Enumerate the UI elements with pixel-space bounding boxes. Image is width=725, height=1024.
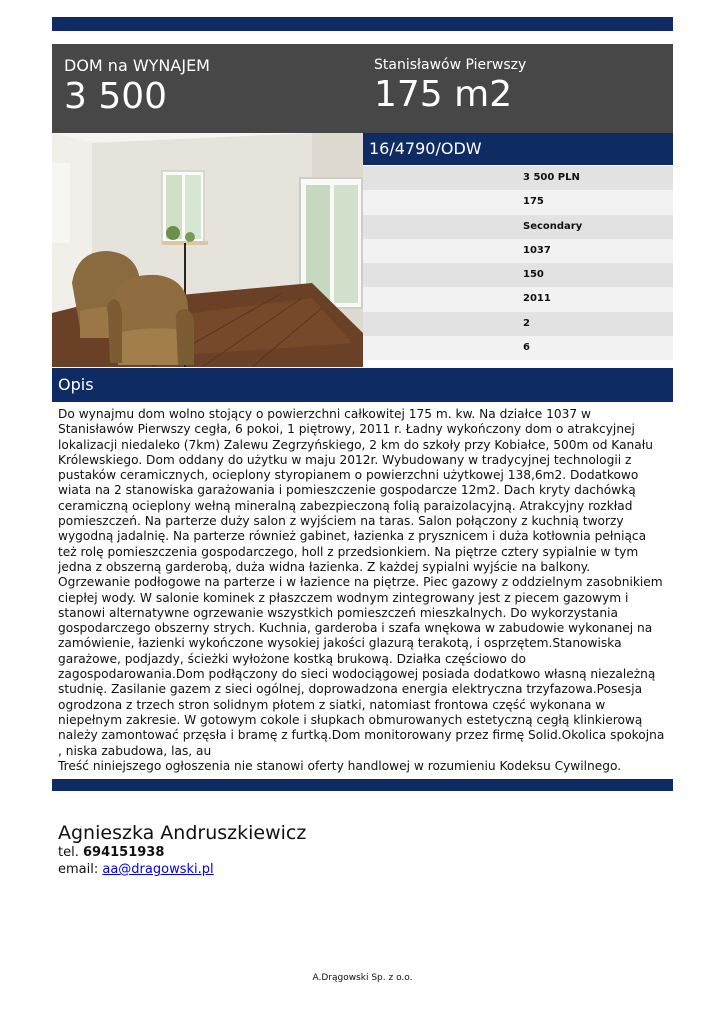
detail-plot-area: 1037	[363, 239, 673, 263]
agent-contact	[58, 822, 306, 878]
detail-price: 3 500 PLN	[363, 166, 673, 190]
agent-phone: 694151938	[82, 845, 165, 860]
listing-type: DOM na WYNAJEM	[64, 56, 210, 75]
detail-rooms: 6	[363, 336, 673, 360]
listing-location: Stanisławów Pierwszy	[374, 57, 527, 73]
details-table	[363, 166, 673, 360]
bottom-accent-bar	[52, 779, 673, 791]
detail-year-built: 2011	[363, 287, 673, 311]
footer-company: A.Drągowski Sp. z o.o.	[312, 973, 413, 983]
agent-phone-line	[58, 844, 306, 861]
agent-name: Agnieszka Andruszkiewicz	[58, 822, 307, 844]
description-text: Do wynajmu dom wolno stojący o powierzchni całkowitej 175 m. kw. Na działce 1037 w Stanisławów Pierwszy cegła, 6 pokoi, 1 piętrowy, 2011 r. Ładny wykończony dom o atrakcyjnej lokalizacji niedaleko (7km) Zalewu Zegrzyńskiego, 2 km do szkoły przy Kobiałce, 500m od Kanału Królewskiego. Dom oddany do użytku w maju 2012r. Wybudowany w tradycyjnej technologii z pustaków ceramicznych, ocieplony styropianem o powierzchni użytkowej 138,6m2. Dodatkowo wiata na 2 stanowiska garażowania i pomieszczenie gospodarcze 12m2. Dach kryty dachówką ceramiczną ocieplony wełną mineralną zabezpieczoną folią paraizolacyjną. Atrakcyjny rozkład pomieszczeń. Na parterze duży salon z wyjściem na taras. Salon połączony z kuchnią tworzy wygodną jadalnię. Na parterze również gabinet, łazienka z prysznicem i duża kotłownia pełniąca też rolę pomieszczenia gospodarczego, holl z przedsionkiem. Na piętrze cztery sypialnie w tym jedna z obszerną garderobą, duża widna łazienka. Z każdej sypialni wyjście na balkony. Ogrzewanie podłogowe na parterze i w łazience na piętrze. Piec gazowy z oddzielnym zasobnikiem ciepłej wody. W salonie kominek z płaszczem wodnym zintegrowany jest z piecem gazowym i stanowi alternatywne ogrzewanie wszystkich pomieszczeń mieszkalnych. Do wykorzystania gospodarczego obszerny strych. Kuchnia, garderoba i szafa wnękowa w zabudowie wykonanej na zamówienie, łazienki wykończone wysokiej jakości glazurą terakotą, i osprzętem.Stanowiska garażowe, podjazdy, ścieżki wyłożone kostką brukową. Działka częściowo do zagospodarowania.Dom podłączony do sieci wodociągowej posiada dodatkowo własną niezależną studnię. Zasilanie gazem z sieci ogólnej, doprowadzona energia elektryczna trzyfazowa.Posesja ogrodzona z trzech stron solidnym płotem z siatki, natomiast frontowa część wykonana w niepełnym zakresie. W gotowym cokole i słupkach obmurowanych estetyczną cegłą klinkierową należy zamontować przęsła i bramę z furtką.Dom monitorowany przez firmę Solid.Okolica spokojna , niska zabudowa, las, au Treść niniejszego ogłoszenia nie stanowi oferty handlowej w rozumieniu Kodeksu Cywilnego.	[58, 407, 665, 773]
living-room-photo	[52, 133, 363, 367]
property-photo	[52, 133, 363, 367]
detail-market: Secondary	[363, 215, 673, 239]
detail-value-5: 150	[363, 263, 673, 287]
detail-area: 175	[363, 190, 673, 214]
header-left	[64, 56, 210, 118]
agent-email-link[interactable]: aa@dragowski.pl	[102, 862, 214, 877]
agent-email-line	[58, 861, 306, 878]
listing-area: 175 m2	[374, 74, 513, 115]
reference-number: 16/4790/ODW	[363, 133, 673, 165]
phone-label: tel.	[58, 845, 79, 860]
detail-floors: 2	[363, 312, 673, 336]
listing-header	[52, 44, 673, 133]
top-accent-bar	[52, 17, 673, 31]
header-right	[374, 56, 526, 116]
listing-price: 3 500	[64, 76, 168, 117]
email-label: email:	[58, 862, 99, 877]
section-title-description: Opis	[52, 368, 673, 402]
